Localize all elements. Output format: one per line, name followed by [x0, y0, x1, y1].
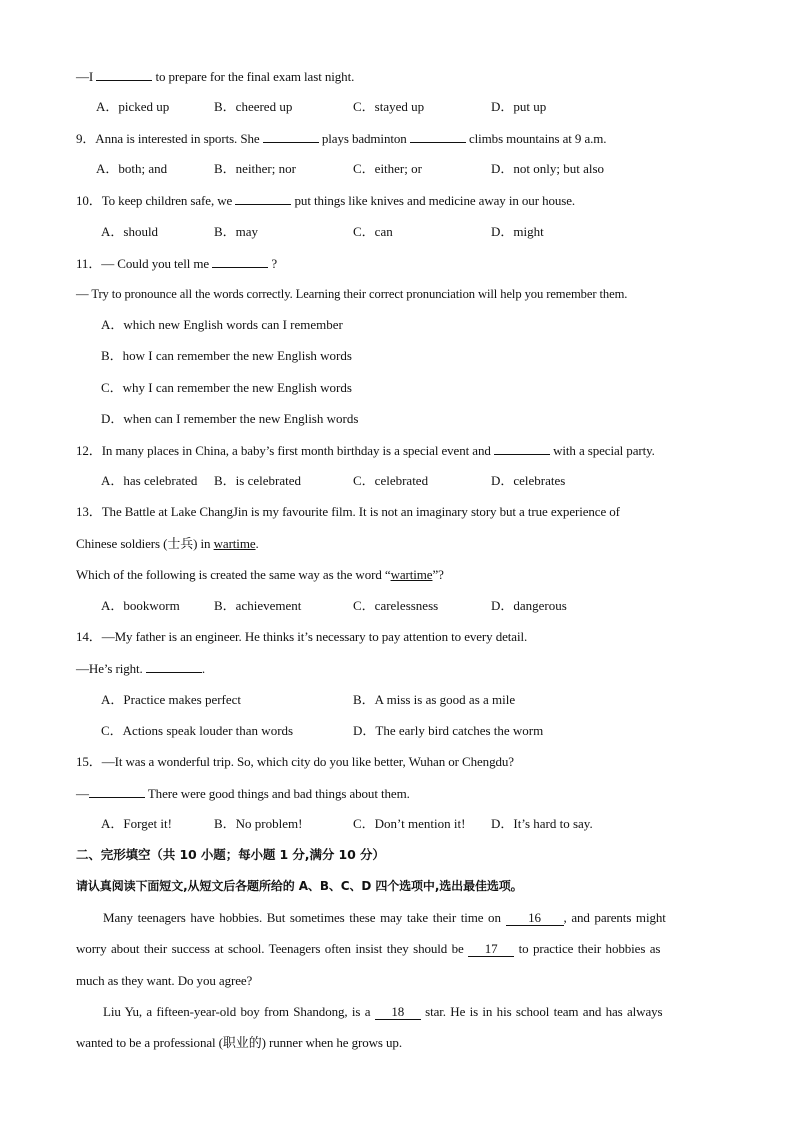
q13-question-prefix: Which of the following is created the same way as the word “: [76, 567, 391, 582]
q14-stem-line2: [76, 660, 205, 677]
q15-blank[interactable]: [89, 785, 145, 798]
passage-p1-line2: [76, 941, 660, 957]
passage-p2-line1: [103, 1004, 663, 1020]
passage-p1-text-c: worry about their success at school. Teenagers often insist they should be: [76, 941, 464, 956]
q15-option-d[interactable]: D．It’s hard to say.: [491, 816, 593, 831]
q10-stem: [76, 192, 575, 209]
q12-stem: [76, 442, 655, 459]
q9-option-c[interactable]: C．either; or: [353, 161, 422, 176]
q15-stem-line2: [76, 785, 410, 802]
q12-option-c[interactable]: C．celebrated: [353, 473, 429, 488]
q8-blank[interactable]: [96, 68, 152, 81]
q15-option-b[interactable]: B．No problem!: [214, 816, 303, 831]
q12-prefix: 12．In many places in China, a baby’s first month birthday is a special event and: [76, 443, 491, 458]
q10-blank[interactable]: [235, 192, 291, 205]
q13-option-c[interactable]: C．carelessness: [353, 598, 439, 613]
q10-option-b[interactable]: B．may: [214, 224, 259, 239]
q12-suffix: with a special party.: [553, 443, 655, 458]
q9-stem: [76, 130, 606, 147]
passage-p1-text-d: to practice their hobbies as: [518, 941, 661, 956]
passage-p1-line1: [103, 910, 666, 926]
q8-option-c[interactable]: C．stayed up: [353, 99, 425, 114]
q11-stem: [76, 255, 277, 272]
q15-stem-line1: 15．—It was a wonderful trip. So, which city do you like better, Wuhan or Chengdu?: [76, 754, 514, 769]
q9-blank-2[interactable]: [410, 130, 466, 143]
q8-stem: [76, 68, 354, 85]
section-heading: 二、完形填空（共 10 小题；每小题 1 分,满分 10 分）: [76, 847, 385, 862]
q11-option-a[interactable]: A．which new English words can I remember: [101, 317, 343, 332]
q15-line2-suffix: There were good things and bad things about them.: [147, 786, 410, 801]
q12-option-a[interactable]: A．has celebrated: [101, 473, 198, 488]
cloze-blank-17[interactable]: 17: [468, 942, 514, 957]
q14-option-a[interactable]: A．Practice makes perfect: [101, 692, 242, 707]
q9-blank-1[interactable]: [263, 130, 319, 143]
q8-suffix: to prepare for the final exam last night.: [155, 69, 355, 84]
q11-prefix: 11．— Could you tell me: [76, 256, 210, 271]
q14-option-c[interactable]: C．Actions speak louder than words: [101, 723, 294, 738]
q14-blank[interactable]: [146, 660, 202, 673]
q13-line2-suffix: .: [255, 536, 259, 551]
q14-stem-line1: 14．—My father is an engineer. He thinks it’s necessary to pay attention to every detail.: [76, 629, 528, 644]
q13-stem-line1: 13．The Battle at Lake ChangJin is my favourite film. It is not an imaginary story but a true experience of: [76, 504, 620, 519]
passage-p1-line3: much as they want. Do you agree?: [76, 973, 253, 988]
q13-line2-prefix: Chinese soldiers (士兵) in: [76, 536, 211, 551]
q8-option-b[interactable]: B．cheered up: [214, 99, 293, 114]
q14-option-d[interactable]: D．The early bird catches the worm: [353, 723, 544, 738]
q9-option-b[interactable]: B．neither; nor: [214, 161, 296, 176]
q11-blank[interactable]: [212, 255, 268, 268]
q14-line2-prefix: —He’s right.: [76, 661, 143, 676]
q10-prefix: 10．To keep children safe, we: [76, 193, 233, 208]
q9-prefix: 9．Anna is interested in sports. She: [76, 131, 260, 146]
q14-line2-suffix: .: [201, 661, 205, 676]
q11-option-b[interactable]: B．how I can remember the new English words: [101, 348, 352, 363]
passage-p2-line2: wanted to be a professional (职业的) runner when he grows up.: [76, 1035, 402, 1050]
q8-option-d[interactable]: D．put up: [491, 99, 547, 114]
q13-option-a[interactable]: A．bookworm: [101, 598, 180, 613]
q13-stem-line2: [76, 536, 259, 552]
q13-option-b[interactable]: B．achievement: [214, 598, 302, 613]
q12-blank[interactable]: [494, 442, 550, 455]
q13-option-d[interactable]: D．dangerous: [491, 598, 567, 613]
q8-option-a[interactable]: A．picked up: [96, 99, 170, 114]
q12-option-b[interactable]: B．is celebrated: [214, 473, 301, 488]
q11-option-c[interactable]: C．why I can remember the new English words: [101, 380, 352, 395]
q13-underlined-word: wartime: [213, 536, 256, 551]
cloze-blank-18[interactable]: 18: [375, 1005, 421, 1020]
q15-line2-prefix: —: [76, 786, 89, 801]
passage-p2-text-a: Liu Yu, a fifteen-year-old boy from Shandong, is a: [103, 1004, 371, 1019]
q15-option-a[interactable]: A．Forget it!: [101, 816, 172, 831]
q10-suffix: put things like knives and medicine away in our house.: [294, 193, 576, 208]
section-instruction: 请认真阅读下面短文,从短文后各题所给的 A、B、C、D 四个选项中,选出最佳选项。: [76, 879, 523, 893]
q15-option-c[interactable]: C．Don’t mention it!: [353, 816, 466, 831]
q8-prefix: —I: [76, 69, 94, 84]
q14-option-b[interactable]: B．A miss is as good as a mile: [353, 692, 516, 707]
q9-option-a[interactable]: A．both; and: [96, 161, 168, 176]
q9-middle: plays badminton: [321, 131, 407, 146]
q9-suffix: climbs mountains at 9 a.m.: [468, 131, 607, 146]
passage-p1-text-b: , and parents might: [563, 910, 666, 925]
q10-option-d[interactable]: D．might: [491, 224, 544, 239]
cloze-blank-16[interactable]: 16: [506, 911, 564, 926]
passage-p1-text-a: Many teenagers have hobbies. But sometimes these may take their time on: [103, 910, 501, 925]
q11-response: — Try to pronounce all the words correctly. Learning their correct pronunciation will help you remember them.: [76, 287, 628, 301]
q13-question-word: wartime: [390, 567, 433, 582]
q11-option-d[interactable]: D．when can I remember the new English words: [101, 411, 359, 426]
q10-option-a[interactable]: A．should: [101, 224, 159, 239]
q13-question: [76, 567, 444, 583]
q11-suffix: ?: [271, 256, 278, 271]
q13-question-suffix: ”?: [432, 567, 444, 582]
passage-p2-text-b: star. He is in his school team and has always: [425, 1004, 663, 1019]
q9-option-d[interactable]: D．not only; but also: [491, 161, 605, 176]
q10-option-c[interactable]: C．can: [353, 224, 393, 239]
q12-option-d[interactable]: D．celebrates: [491, 473, 566, 488]
